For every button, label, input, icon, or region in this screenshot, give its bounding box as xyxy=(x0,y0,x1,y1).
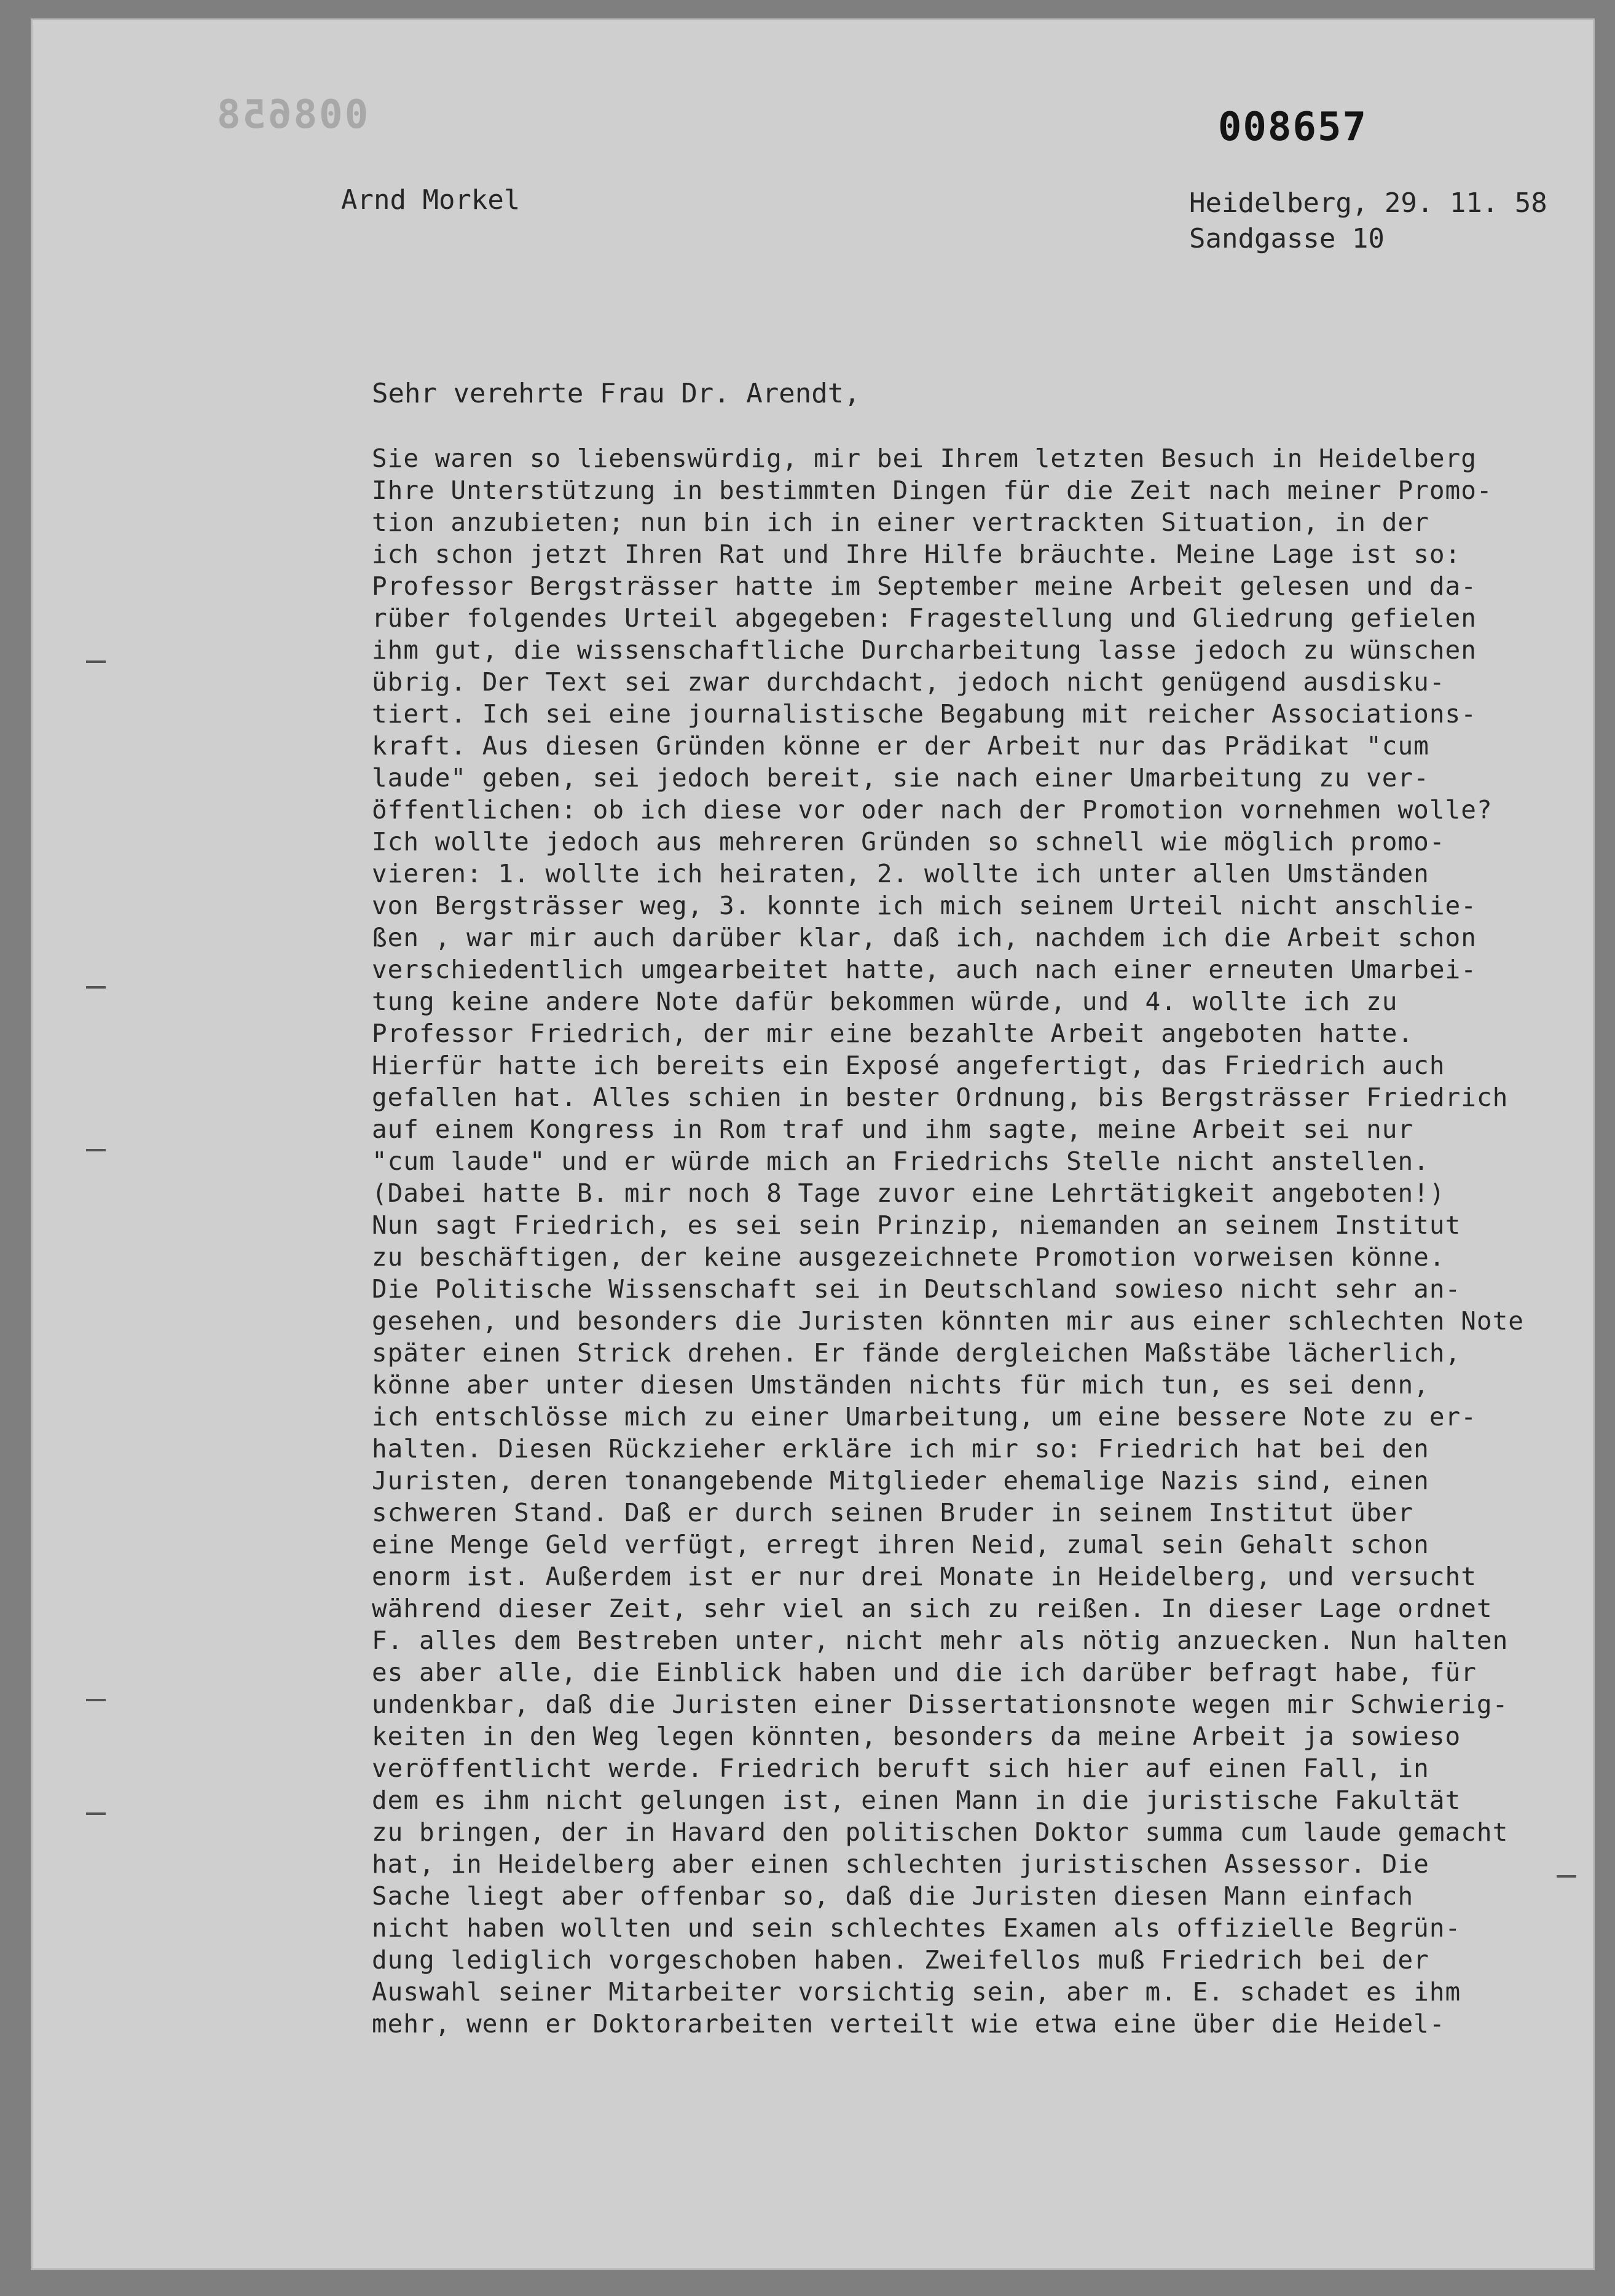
body-line: dung lediglich vorgeschoben haben. Zweifellos muß Friedrich bei der xyxy=(372,1945,1429,1975)
body-line: Sache liegt aber offenbar so, daß die Juristen diesen Mann einfach xyxy=(372,1881,1414,1911)
body-line: von Bergsträsser weg, 3. konnte ich mich seinem Urteil nicht anschlie- xyxy=(372,891,1477,920)
document-number: 008657 xyxy=(1217,104,1367,150)
body-line: gesehen, und besonders die Juristen könnten mir aus einer schlechten Note xyxy=(372,1306,1524,1336)
body-line: mehr, wenn er Doktorarbeiten verteilt wie etwa eine über die Heidel- xyxy=(372,2009,1445,2039)
address: Sandgasse 10 xyxy=(1189,223,1385,254)
body-line: ich schon jetzt Ihren Rat und Ihre Hilfe bräuchte. Meine Lage ist so: xyxy=(372,539,1461,569)
body-line: enorm ist. Außerdem ist er nur drei Monate in Heidelberg, und versucht xyxy=(372,1562,1477,1591)
margin-mark xyxy=(86,1699,106,1701)
body-line: ihm gut, die wissenschaftliche Durcharbeitung lasse jedoch zu wünschen xyxy=(372,635,1477,665)
body-line: ßen , war mir auch darüber klar, daß ich, nachdem ich die Arbeit schon xyxy=(372,923,1477,952)
body-line: es aber alle, die Einblick haben und die ich darüber befragt habe, für xyxy=(372,1658,1477,1687)
body-line: auf einem Kongress in Rom traf und ihm sagte, meine Arbeit sei nur xyxy=(372,1115,1414,1144)
body-line: ich entschlösse mich zu einer Umarbeitung, um eine bessere Note zu er- xyxy=(372,1402,1477,1432)
body-line: F. alles dem Bestreben unter, nicht mehr als nötig anzuecken. Nun halten xyxy=(372,1626,1509,1655)
body-line: keiten in den Weg legen könnten, besonders da meine Arbeit ja sowieso xyxy=(372,1722,1461,1751)
margin-mark xyxy=(86,1812,106,1815)
place-date: Heidelberg, 29. 11. 58 xyxy=(1189,187,1547,219)
body-line: tiert. Ich sei eine journalistische Begabung mit reicher Associations- xyxy=(372,699,1477,729)
body-line: hat, in Heidelberg aber einen schlechten juristischen Assessor. Die xyxy=(372,1849,1429,1879)
body-line: nicht haben wollten und sein schlechtes Examen als offizielle Begrün- xyxy=(372,1913,1461,1943)
body-line: (Dabei hatte B. mir noch 8 Tage zuvor eine Lehrtätigkeit angeboten!) xyxy=(372,1178,1445,1208)
body-line: dem es ihm nicht gelungen ist, einen Mann in die juristische Fakultät xyxy=(372,1785,1461,1815)
sender-name: Arnd Morkel xyxy=(341,184,521,216)
place-date-block xyxy=(1189,186,1547,257)
body-line: später einen Strick drehen. Er fände dergleichen Maßstäbe lächerlich, xyxy=(372,1338,1461,1368)
reverse-bleed-number: 008658 xyxy=(215,92,369,138)
body-line: Sie waren so liebenswürdig, mir bei Ihrem letzten Besuch in Heidelberg xyxy=(372,444,1477,473)
margin-mark xyxy=(86,1149,106,1151)
body-line: Hierfür hatte ich bereits ein Exposé angefertigt, das Friedrich auch xyxy=(372,1051,1445,1080)
body-line: verschiedentlich umgearbeitet hatte, auch nach einer erneuten Umarbei- xyxy=(372,955,1477,984)
body-line: Ihre Unterstützung in bestimmten Dingen für die Zeit nach meiner Promo- xyxy=(372,476,1493,505)
body-line: Professor Friedrich, der mir eine bezahlte Arbeit angeboten hatte. xyxy=(372,1019,1414,1048)
body-line: tion anzubieten; nun bin ich in einer vertrackten Situation, in der xyxy=(372,507,1429,537)
body-line: veröffentlicht werde. Friedrich beruft sich hier auf einen Fall, in xyxy=(372,1753,1429,1783)
body-line: zu bringen, der in Havard den politischen Doktor summa cum laude gemacht xyxy=(372,1817,1509,1847)
salutation: Sehr verehrte Frau Dr. Arendt, xyxy=(372,378,860,409)
margin-mark xyxy=(86,986,106,989)
body-line: "cum laude" und er würde mich an Friedrichs Stelle nicht anstellen. xyxy=(372,1146,1429,1176)
body-line: während dieser Zeit, sehr viel an sich zu reißen. In dieser Lage ordnet xyxy=(372,1594,1493,1623)
body-line: übrig. Der Text sei zwar durchdacht, jedoch nicht genügend ausdisku- xyxy=(372,667,1445,697)
body-line: Die Politische Wissenschaft sei in Deutschland sowieso nicht sehr an- xyxy=(372,1274,1461,1304)
body-line: Professor Bergsträsser hatte im September meine Arbeit gelesen und da- xyxy=(372,571,1477,601)
body-line: gefallen hat. Alles schien in bester Ordnung, bis Bergsträsser Friedrich xyxy=(372,1083,1509,1112)
body-line: schweren Stand. Daß er durch seinen Bruder in seinem Institut über xyxy=(372,1498,1414,1527)
body-line: vieren: 1. wollte ich heiraten, 2. wollte ich unter allen Umständen xyxy=(372,859,1429,888)
body-line: Juristen, deren tonangebende Mitglieder ehemalige Nazis sind, einen xyxy=(372,1466,1429,1495)
body-line: Auswahl seiner Mitarbeiter vorsichtig sein, aber m. E. schadet es ihm xyxy=(372,1977,1461,2007)
body-line: tung keine andere Note dafür bekommen würde, und 4. wollte ich zu xyxy=(372,987,1398,1016)
body-line: Ich wollte jedoch aus mehreren Gründen so schnell wie möglich promo- xyxy=(372,827,1445,856)
margin-mark xyxy=(86,660,106,663)
letter-body xyxy=(372,442,1601,2040)
body-line: könne aber unter diesen Umständen nichts für mich tun, es sei denn, xyxy=(372,1370,1429,1400)
body-line: laude" geben, sei jedoch bereit, sie nach einer Umarbeitung zu ver- xyxy=(372,763,1429,793)
letter-page xyxy=(31,18,1595,2270)
body-line: halten. Diesen Rückzieher erkläre ich mir so: Friedrich hat bei den xyxy=(372,1434,1429,1463)
body-line: undenkbar, daß die Juristen einer Dissertationsnote wegen mir Schwierig- xyxy=(372,1690,1509,1719)
body-line: zu beschäftigen, der keine ausgezeichnete Promotion vorweisen könne. xyxy=(372,1242,1445,1272)
margin-mark xyxy=(1557,1875,1576,1878)
body-line: rüber folgendes Urteil abgegeben: Fragestellung und Gliedrung gefielen xyxy=(372,603,1477,633)
body-line: eine Menge Geld verfügt, erregt ihren Neid, zumal sein Gehalt schon xyxy=(372,1530,1429,1559)
body-line: Nun sagt Friedrich, es sei sein Prinzip, niemanden an seinem Institut xyxy=(372,1210,1461,1240)
body-line: öffentlichen: ob ich diese vor oder nach der Promotion vornehmen wolle? xyxy=(372,795,1493,825)
body-line: kraft. Aus diesen Gründen könne er der Arbeit nur das Prädikat "cum xyxy=(372,731,1429,761)
